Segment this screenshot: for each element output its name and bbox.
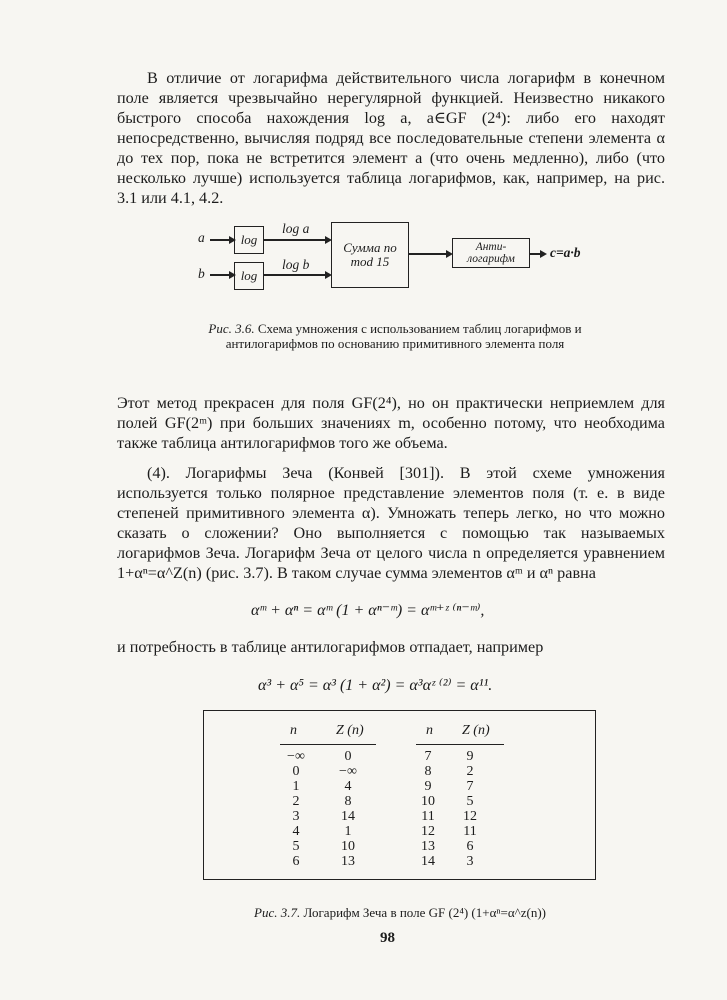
zech-log-table xyxy=(203,710,596,880)
table-cell: 5 xyxy=(466,794,474,809)
table-cell: 9 xyxy=(424,779,432,794)
header-z-left: Z (n) xyxy=(336,723,364,738)
table-cell: 3 xyxy=(292,809,300,824)
caption-number: Рис. 3.7. xyxy=(254,905,301,920)
log-a-label: log a xyxy=(282,221,310,236)
table-cell: 5 xyxy=(292,839,300,854)
table-cell: 1 xyxy=(344,824,352,839)
log-box-a: log xyxy=(234,226,264,254)
caption-text: Логарифм Зеча в поле GF (2⁴) (1+αⁿ=α^z(n)) xyxy=(303,905,546,920)
table-cell: 11 xyxy=(421,809,435,824)
figure-caption-3-7 xyxy=(200,905,600,920)
table-cell: 0 xyxy=(292,764,300,779)
table-cell: −∞ xyxy=(287,749,305,764)
input-b-label: b xyxy=(198,266,205,281)
caption-number: Рис. 3.6. xyxy=(208,321,255,336)
page-number: 98 xyxy=(380,930,395,946)
header-z-right: Z (n) xyxy=(462,723,490,738)
table-cell: 9 xyxy=(466,749,474,764)
table-cell: 14 xyxy=(421,854,435,869)
formula-sum: αᵐ + αⁿ = αᵐ (1 + αⁿ⁻ᵐ) = αᵐ⁺ᶻ ⁽ⁿ⁻ᵐ⁾, xyxy=(251,602,485,619)
table-cell: 7 xyxy=(466,779,474,794)
table-cell: 13 xyxy=(421,839,435,854)
table-cell: 6 xyxy=(292,854,300,869)
table-cell: 14 xyxy=(341,809,355,824)
paragraph-method-note: Этот метод прекрасен для поля GF(2⁴), но он практически неприемлем для полей GF(2ᵐ) при больших значениях m, особенно потому, что необходима также таблица антилогарифмов того же объема. xyxy=(117,394,665,452)
header-rule-right xyxy=(416,744,504,745)
caption-text: Схема умножения с использованием таблиц логарифмов и антилогарифмов по основанию примитивного элемента поля xyxy=(225,321,582,351)
table-cell: 13 xyxy=(341,854,355,869)
table-cell: −∞ xyxy=(339,764,357,779)
table-cell: 4 xyxy=(292,824,300,839)
table-cell: 2 xyxy=(292,794,300,809)
table-cell: 12 xyxy=(421,824,435,839)
table-cell: 3 xyxy=(466,854,474,869)
multiplication-block-diagram xyxy=(190,222,600,302)
table-cell: 0 xyxy=(344,749,352,764)
log-b-label: log b xyxy=(282,257,310,272)
table-cell: 11 xyxy=(463,824,477,839)
table-cell: 8 xyxy=(424,764,432,779)
table-cell: 2 xyxy=(466,764,474,779)
antilogarithm-box: Анти-логарифм xyxy=(452,238,530,268)
table-cell: 10 xyxy=(421,794,435,809)
header-n-left: n xyxy=(290,723,297,738)
header-rule-left xyxy=(280,744,376,745)
table-cell: 12 xyxy=(463,809,477,824)
log-box-b: log xyxy=(234,262,264,290)
input-a-label: a xyxy=(198,230,205,245)
sum-mod-15-box: Сумма по mod 15 xyxy=(331,222,409,288)
paragraph-intro: В отличие от логарифма действительного числа логарифм в конечном поле является чрезвычайно нерегулярной функцией. Неизвестно никакого быстрого способа нахождения log a, a∈GF (2⁴): либо его находят непосредственно, вычисляя подряд все последовательные степени элемента α до тех пор, пока не встретится элемент a (что очень медленно), либо (что несколько лучше) используется таблица логарифмов, как, например, на рис. 3.1 или 4.1, 4.2. xyxy=(117,69,665,207)
figure-caption-3-6 xyxy=(195,321,595,351)
table-cell: 6 xyxy=(466,839,474,854)
table-cell: 1 xyxy=(292,779,300,794)
output-label: c=a·b xyxy=(550,245,581,260)
paragraph-zech-logarithms: (4). Логарифмы Зеча (Конвей [301]). В этой схеме умножения используется только полярное представление элементов поля (т. е. в виде степеней примитивного элемента α). Умножать теперь легко, но что можно сказать о сложении? Оно выполняется с помощью так называемых логарифмов Зеча. Логарифм Зеча от целого числа n определяется уравнением 1+αⁿ=α^Z(n) (рис. 3.7). В таком случае сумма элементов αᵐ и αⁿ равна xyxy=(117,464,665,582)
table-cell: 8 xyxy=(344,794,352,809)
paragraph-example-intro: и потребность в таблице антилогарифмов отпадает, например xyxy=(117,638,544,656)
table-cell: 4 xyxy=(344,779,352,794)
table-cell: 10 xyxy=(341,839,355,854)
formula-example: α³ + α⁵ = α³ (1 + α²) = α³αᶻ ⁽²⁾ = α¹¹. xyxy=(258,677,493,694)
header-n-right: n xyxy=(426,723,433,738)
table-cell: 7 xyxy=(424,749,432,764)
